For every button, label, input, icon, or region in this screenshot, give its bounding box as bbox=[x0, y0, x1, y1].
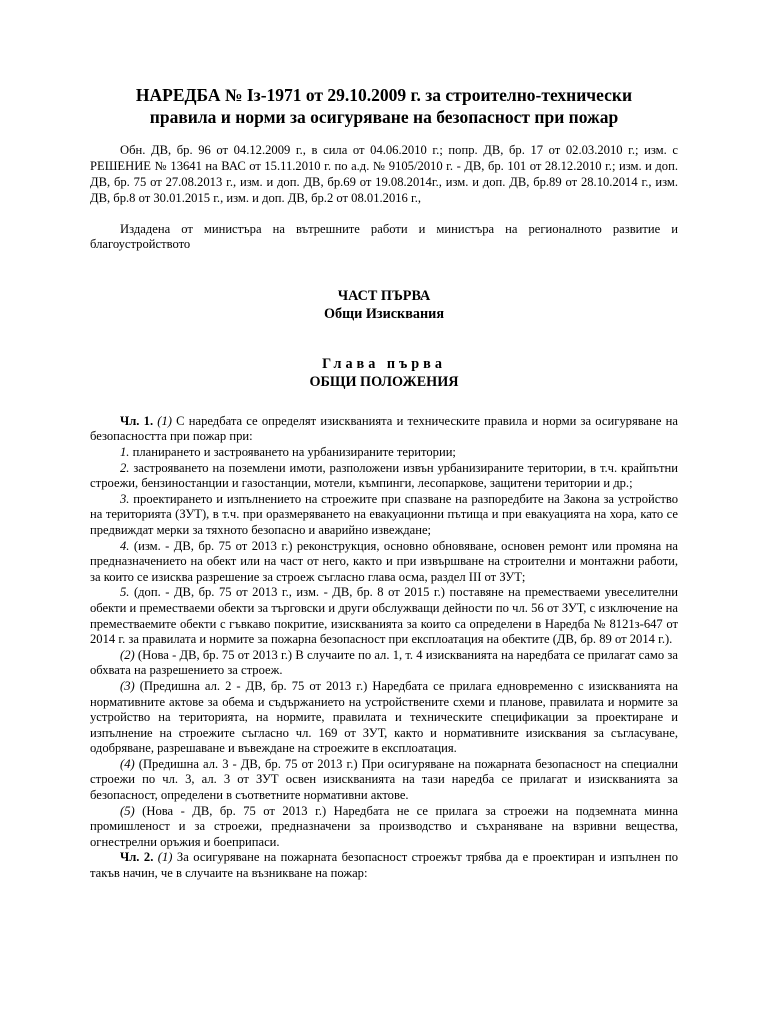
item-text: (доп. - ДВ, бр. 75 от 2013 г., изм. - ДВ, бр. 8 от 2015 г.) поставяне на преместваеми увеселителни обекти и преместваеми обекти за търговски и други обслужващи дейности по чл. 56 от ЗУТ, с изключение на преместваемите обекти с гъвкаво покритие, изискванията за които са определени в Наредба № 8121з-647 от 2014 г. за правилата и нормите за пожарна безопасност при експлоатация на обектите (ДВ, бр. 89 от 2014 г.). bbox=[90, 585, 678, 647]
item-text: застрояването на поземлени имоти, разположени извън урбанизираните територии, в т.ч. крайпътни строежи, бензиностанции и газостанции, мотели, къмпинги, лесопаркове, защитени територии и др.; bbox=[90, 460, 678, 491]
chapter-heading: Глава първа bbox=[322, 355, 446, 372]
chapter-subheading: ОБЩИ ПОЛОЖЕНИЯ bbox=[309, 373, 459, 390]
paragraph-text: (Предишна ал. 3 - ДВ, бр. 75 от 2013 г.) При осигуряване на пожарната безопасност на специални строежи по чл. 3, ал. 3 от ЗУТ освен изискванията на тази наредба се прилагат и изискванията за безопасност, определени в съответните нормативни актове. bbox=[90, 756, 678, 803]
article-1-paragraph-1 bbox=[90, 414, 678, 445]
list-item-5 bbox=[90, 585, 678, 647]
paragraph-text: (Предишна ал. 2 - ДВ, бр. 75 от 2013 г.) Наредбата се прилага едновременно с изискванията на нормативните актове за обема и съдържанието на устройствените схеми и планове, правилата и нормите за устройство на територията, на нормите, правилата и техническите спецификации за проектиране и изпълнение на строежите съгласно чл. 169 от ЗУТ, както и нормативните изисквания за съгласуване, одобряване, разрешаване и въвеждане на строежите в експлоатация. bbox=[90, 678, 678, 756]
article-1-paragraph-5 bbox=[90, 804, 678, 851]
item-number: 4. bbox=[120, 538, 130, 553]
paragraph-number: (5) bbox=[120, 803, 135, 818]
issued-by: Издадена от министъра на вътрешните работи и министъра на регионалното развитие и благоустройството bbox=[90, 221, 678, 252]
item-number: 2. bbox=[120, 460, 130, 475]
paragraph-number: (3) bbox=[120, 678, 135, 693]
paragraph-number: (1) bbox=[157, 850, 173, 865]
title-line-2: правила и норми за осигуряване на безопасност при пожар bbox=[149, 107, 619, 127]
part-subheading: Общи Изисквания bbox=[324, 305, 444, 322]
article-label: Чл. 1. bbox=[120, 413, 154, 428]
article-2-paragraph-1 bbox=[90, 850, 678, 881]
paragraph-text: За осигуряване на пожарната безопасност строежът трябва да е проектиран и изпълнен по такъв начин, че в случаите на възникване на пожар: bbox=[90, 850, 678, 881]
paragraph-number: (1) bbox=[157, 413, 172, 428]
title-line-1: НАРЕДБА № Із-1971 от 29.10.2009 г. за строително-технически bbox=[135, 85, 633, 105]
item-number: 1. bbox=[120, 445, 130, 459]
article-1-paragraph-3 bbox=[90, 679, 678, 757]
paragraph-text: (Нова - ДВ, бр. 75 от 2013 г.) Наредбата не се прилага за строежи на подземната минна промишленост и за строежи, предназначени за производство и съхраняване на взривни вещества, огнестрелни оръжия и боеприпаси. bbox=[90, 803, 678, 849]
item-text: планирането и застрояването на урбанизираните територии; bbox=[129, 445, 456, 459]
list-item-2 bbox=[90, 461, 678, 492]
item-text: (изм. - ДВ, бр. 75 от 2013 г.) реконструкция, основно обновяване, основен ремонт или промяна на предназначението на обект или на част от него, както и при извършване на строителни и монтажни работи, за които се изисква разрешение за строеж съгласно глава осма, раздел III от ЗУТ; bbox=[90, 538, 678, 584]
part-heading: ЧАСТ ПЪРВА bbox=[337, 287, 431, 304]
article-label: Чл. 2. bbox=[120, 850, 154, 865]
list-item-4 bbox=[90, 539, 678, 586]
list-item-1 bbox=[90, 445, 678, 461]
document-title bbox=[90, 84, 678, 128]
article-1-paragraph-2 bbox=[90, 648, 678, 679]
paragraph-text: С наредбата се определят изискванията и техническите правила и норми за осигуряване на безопасността при пожар при: bbox=[90, 413, 678, 444]
item-text: проектирането и изпълнението на строежите при спазване на разпоредбите на Закона за устройство на територията (ЗУТ), в т.ч. при оразмеряването на евакуационни пътища и при евакуацията на хора, като се предвиждат мерки за тяхното безопасно и аварийно извеждане; bbox=[90, 491, 678, 537]
list-item-3 bbox=[90, 492, 678, 539]
item-number: 3. bbox=[120, 491, 130, 506]
publication-info: Обн. ДВ, бр. 96 от 04.12.2009 г., в сила от 04.06.2010 г.; попр. ДВ, бр. 17 от 02.03.2010 г.; изм. с РЕШЕНИЕ № 13641 на ВАС от 15.11.2010 г. по а.д. № 9105/2010 г. - ДВ, бр. 101 от 28.12.2010 г.; изм. и доп. ДВ, бр. 75 от 27.08.2013 г., изм. и доп. ДВ, бр.69 от 19.08.2014г., изм. и доп. ДВ, бр.89 от 28.10.2014 г., изм. ДВ, бр.8 от 30.01.2015 г., изм. и доп. ДВ, бр.2 от 08.01.2016 г., bbox=[90, 143, 678, 205]
paragraph-text: (Нова - ДВ, бр. 75 от 2013 г.) В случаите по ал. 1, т. 4 изискванията на наредбата се прилагат само за обхвата на разрешението за строеж. bbox=[90, 647, 678, 678]
paragraph-number: (4) bbox=[120, 756, 135, 771]
article-1-paragraph-4 bbox=[90, 757, 678, 804]
item-number: 5. bbox=[120, 585, 130, 600]
paragraph-number: (2) bbox=[120, 647, 135, 662]
